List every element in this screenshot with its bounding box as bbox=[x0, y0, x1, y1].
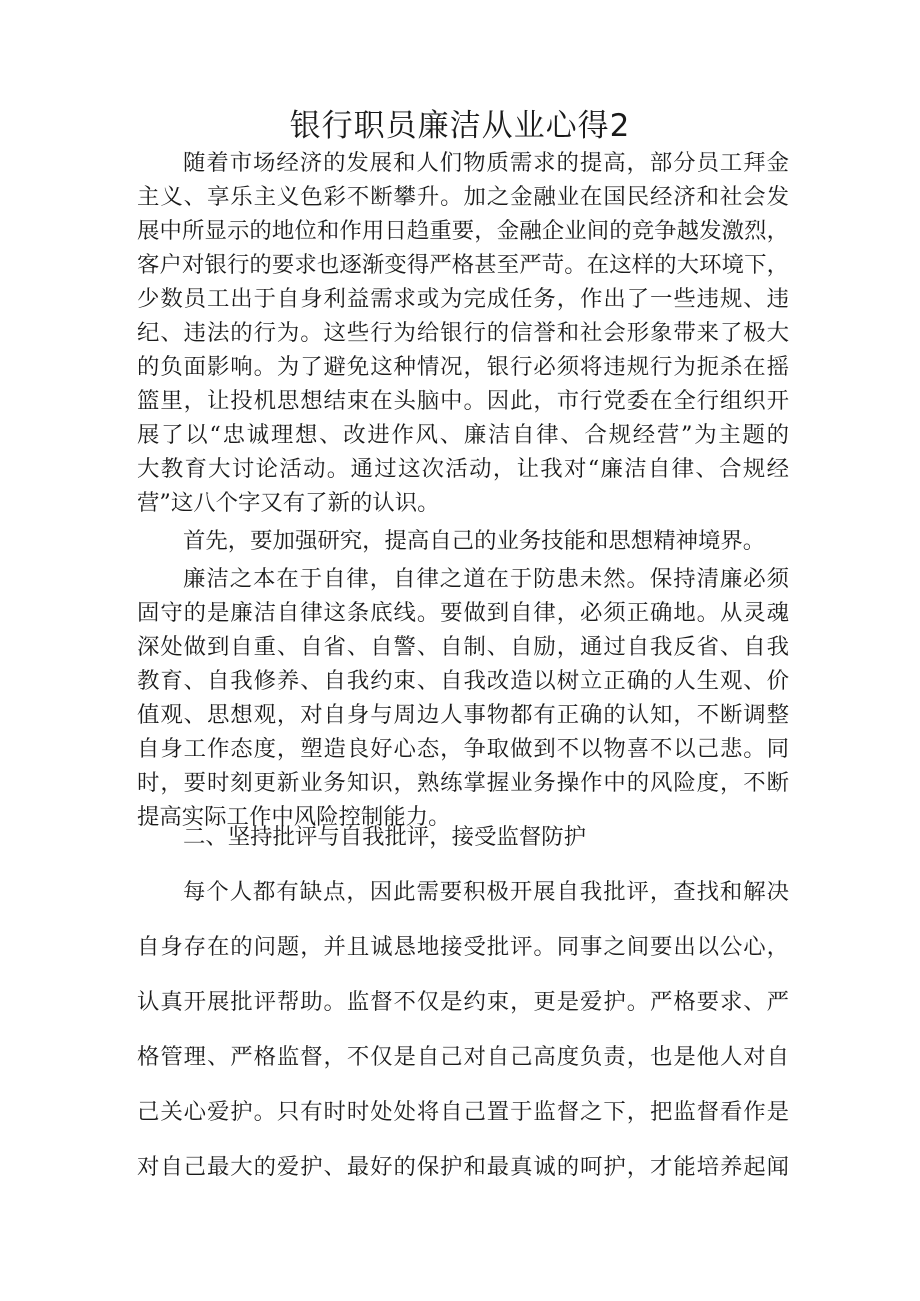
paragraph-line: 篮里，让投机思想结束在头脑中。因此，市行党委在全行组织开 bbox=[137, 388, 789, 414]
paragraph-line: 纪、违法的行为。这些行为给银行的信誉和社会形象带来了极大 bbox=[137, 320, 789, 346]
paragraph-line: 每个人都有缺点，因此需要积极开展自我批评，查找和解决 bbox=[183, 879, 789, 905]
paragraph-line: 主义、享乐主义色彩不断攀升。加之金融业在国民经济和社会发 bbox=[137, 184, 789, 210]
section-heading-line: 二、坚持批评与自我批评，接受监督防护 bbox=[183, 824, 587, 850]
paragraph-line: 的负面影响。为了避免这种情况，银行必须将违规行为扼杀在摇 bbox=[137, 354, 789, 380]
paragraph-line: 格管理、严格监督，不仅是自己对自己高度负责，也是他人对自 bbox=[137, 1044, 789, 1070]
paragraph-line: 展中所显示的地位和作用日趋重要，金融企业间的竞争越发激烈， bbox=[137, 218, 789, 244]
paragraph-line: 自身工作态度，塑造良好心态，争取做到不以物喜不以己悲。同 bbox=[137, 736, 789, 762]
paragraph-line: 固守的是廉洁自律这条底线。要做到自律，必须正确地。从灵魂 bbox=[137, 600, 789, 626]
paragraph-line: 廉洁之本在于自律，自律之道在于防患未然。保持清廉必须 bbox=[183, 566, 789, 592]
paragraph-line: 值观、思想观，对自身与周边人事物都有正确的认知，不断调整 bbox=[137, 702, 789, 728]
paragraph-line: 少数员工出于自身利益需求或为完成任务，作出了一些违规、违 bbox=[137, 286, 789, 312]
section-heading-line: 首先，要加强研究，提高自己的业务技能和思想精神境界。 bbox=[183, 528, 766, 554]
paragraph-line: 营”这八个字又有了新的认识。 bbox=[137, 490, 440, 516]
paragraph-line: 提高实际工作中风险控制能力。 bbox=[137, 804, 451, 830]
paragraph-line: 认真开展批评帮助。监督不仅是约束，更是爱护。严格要求、严 bbox=[137, 989, 789, 1015]
paragraph-line: 教育、自我修养、自我约束、自我改造以树立正确的人生观、价 bbox=[137, 668, 789, 694]
paragraph-line: 时，要时刻更新业务知识，熟练掌握业务操作中的风险度，不断 bbox=[137, 770, 789, 796]
paragraph-line: 自身存在的问题，并且诚恳地接受批评。同事之间要出以公心， bbox=[137, 934, 789, 960]
paragraph-line: 大教育大讨论活动。通过这次活动，让我对“廉洁自律、合规经 bbox=[137, 456, 789, 482]
document-title: 银行职员廉洁从业心得2 bbox=[289, 108, 631, 144]
paragraph-line: 对自己最大的爱护、最好的保护和最真诚的呵护，才能培养起闻 bbox=[137, 1154, 789, 1180]
paragraph-line: 己关心爱护。只有时时处处将自己置于监督之下，把监督看作是 bbox=[137, 1099, 789, 1125]
paragraph-line: 深处做到自重、自省、自警、自制、自励，通过自我反省、自我 bbox=[137, 634, 789, 660]
paragraph-line: 随着市场经济的发展和人们物质需求的提高，部分员工拜金 bbox=[183, 150, 789, 176]
paragraph-line: 客户对银行的要求也逐渐变得严格甚至严苛。在这样的大环境下， bbox=[137, 252, 789, 278]
paragraph-line: 展了以“忠诚理想、改进作风、廉洁自律、合规经营”为主题的 bbox=[137, 422, 789, 448]
